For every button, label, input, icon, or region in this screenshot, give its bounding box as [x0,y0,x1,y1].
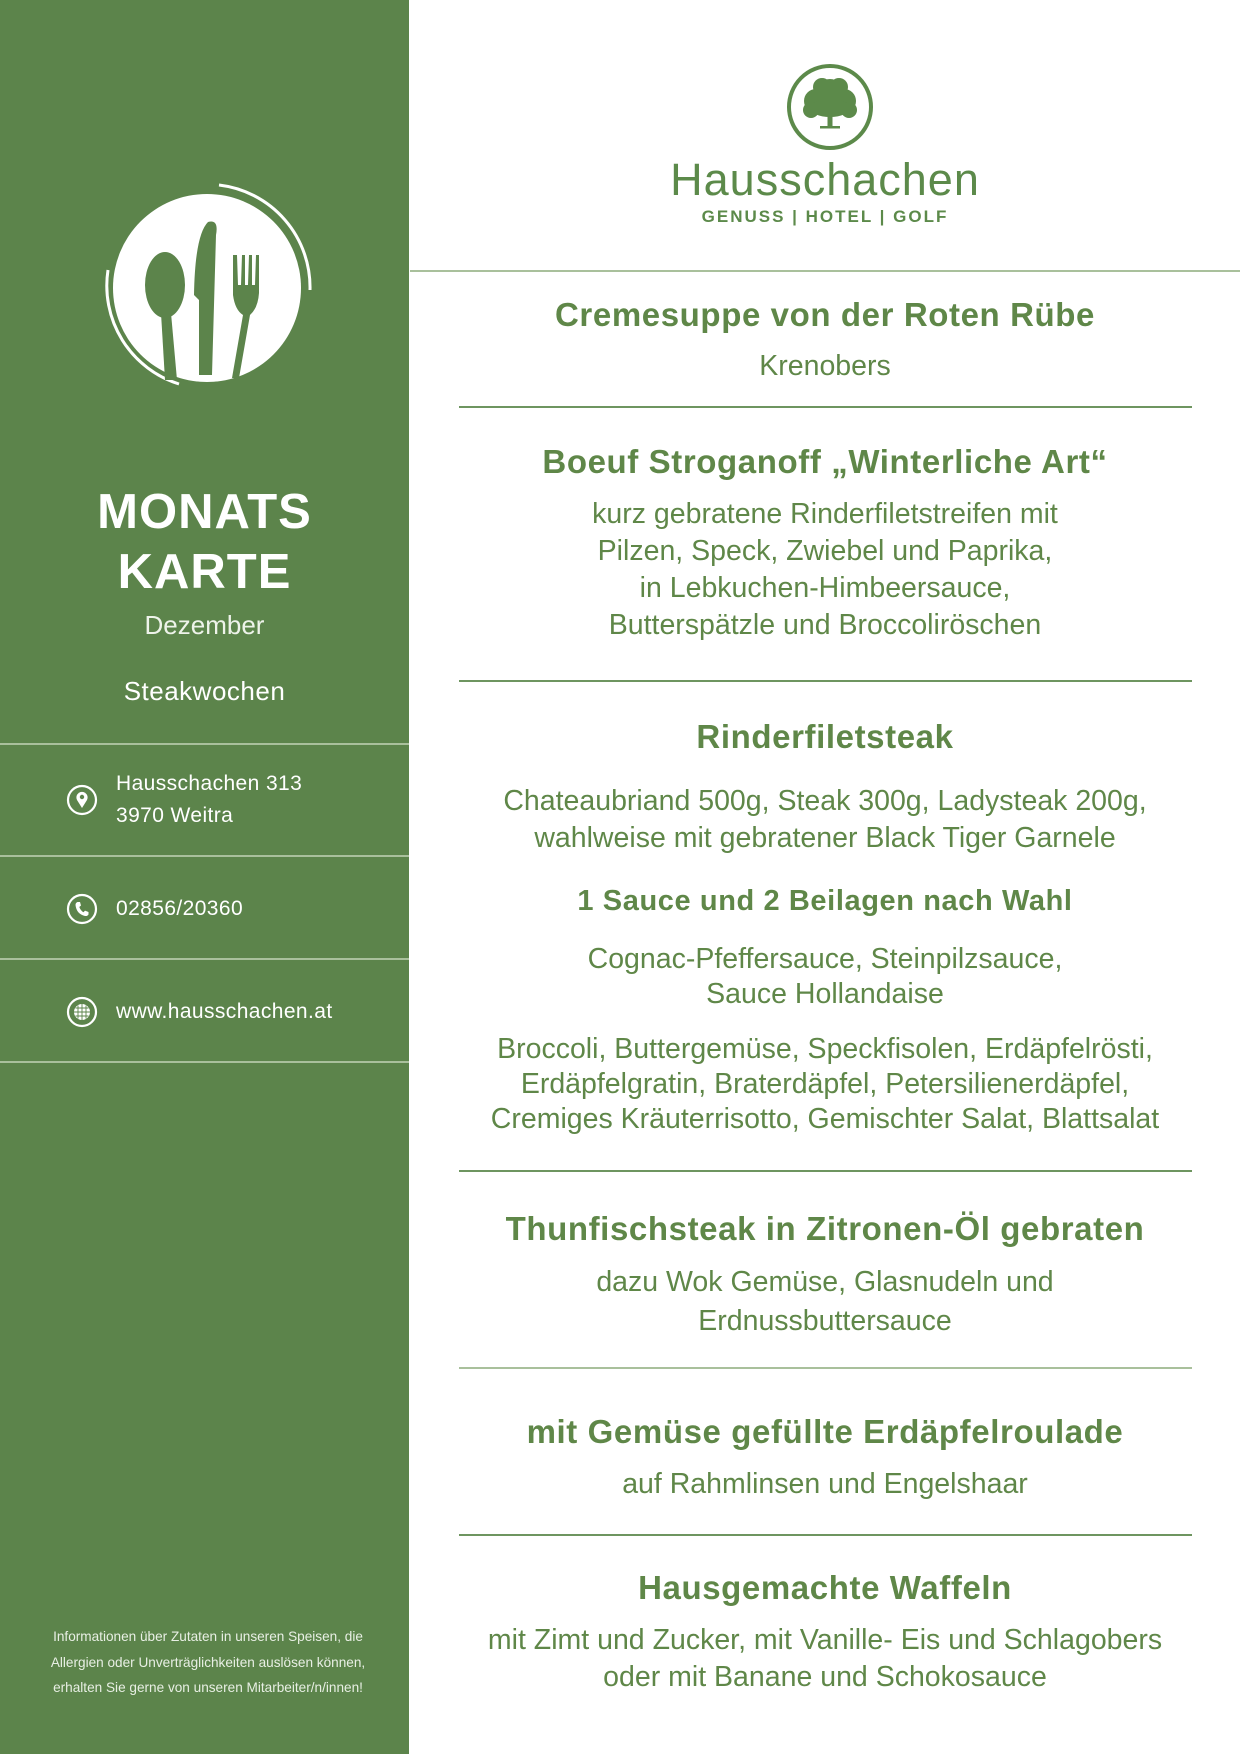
dish-description-line: kurz gebratene Rinderfiletstreifen mit [592,498,1058,530]
sidebar [0,0,409,1754]
menu-divider [459,406,1192,408]
dish-description-line: oder mit Banane und Schokosauce [603,1661,1047,1693]
sidebar-divider [0,855,409,857]
dish-title: Boeuf Stroganoff „Winterliche Art“ [542,443,1108,480]
side-line: Cremiges Kräuterrisotto, Gemischter Salat, Blattsalat [490,1103,1160,1135]
disclaimer-line: Informationen über Zutaten in unseren Speisen, die [53,1629,363,1644]
dish-description-line: wahlweise mit gebratener Black Tiger Garnele [534,822,1116,854]
dish-description-line: in Lebkuchen-Himbeersauce, [639,572,1011,604]
contact-website[interactable] [66,996,333,1028]
disclaimer-line: Allergien oder Unverträglichkeiten auslösen können, [50,1654,366,1670]
dish-description-line: dazu Wok Gemüse, Glasnudeln und [596,1266,1054,1298]
contact-phone[interactable] [66,893,243,925]
address-line2: 3970 Weitra [116,804,234,827]
brand-name: Hausschachen [670,154,980,205]
phone-icon [66,893,98,925]
menu-divider [459,1534,1192,1536]
sauce-line: Cognac-Pfeffersauce, Steinpilzsauce, [587,943,1063,975]
dish-title: mit Gemüse gefüllte Erdäpfelroulade [526,1413,1124,1450]
allergen-disclaimer [36,1624,380,1701]
side-options [410,1032,1240,1137]
dish-title: Rinderfiletsteak [696,718,954,755]
phone-number[interactable]: 02856/20360 [116,897,244,920]
dish-title: Thunfischsteak in Zitronen-Öl gebraten [505,1210,1145,1247]
menu-divider [459,1170,1192,1172]
globe-icon [66,996,98,1028]
dish-description-line: Pilzen, Speck, Zwiebel und Paprika, [597,535,1053,567]
dish-description-line: mit Zimt und Zucker, mit Vanille- Eis und Schlagobers [487,1624,1163,1656]
dish-description [410,1622,1240,1696]
dish-description [410,496,1240,644]
sauce-line: Sauce Hollandaise [706,978,944,1010]
header-divider [410,270,1240,272]
dish-title: Cremesuppe von der Roten Rübe [555,296,1095,333]
plate-cutlery-icon [95,175,320,400]
dish-description-line: auf Rahmlinsen und Engelshaar [622,1468,1028,1500]
website-link[interactable]: www.hausschachen.at [116,1000,333,1023]
menu-divider [459,680,1192,682]
address-line1: Hausschachen 313 [116,772,303,795]
menu-title-line2: KARTE [117,545,292,599]
side-line: Broccoli, Buttergemüse, Speckfisolen, Erdäpfelrösti, [497,1033,1153,1065]
dish-description-line: Erdnussbuttersauce [698,1305,952,1337]
menu-theme: Steakwochen [123,676,286,706]
dish-description [410,1466,1240,1503]
sidebar-divider [0,743,409,745]
location-pin-icon [66,784,98,816]
dish-description-line: Chateaubriand 500g, Steak 300g, Ladysteak 200g, [503,785,1147,817]
dish-subtitle: 1 Sauce und 2 Beilagen nach Wahl [577,885,1073,917]
sidebar-divider [0,958,409,960]
dish-description [410,1263,1240,1341]
side-line: Erdäpfelgratin, Braterdäpfel, Petersilienerdäpfel, [520,1068,1130,1100]
dish-description-line: Krenobers [759,350,891,382]
tree-logo-icon [786,63,874,151]
contact-address [66,768,302,832]
sauce-options [410,942,1240,1012]
menu-title-line1: MONATS [97,485,312,539]
menu-month: Dezember [144,610,265,640]
dish-description-line: Butterspätzle und Broccoliröschen [608,609,1042,641]
dish-description [410,348,1240,385]
brand-tagline: GENUSS | HOTEL | GOLF [701,207,949,226]
menu-divider [459,1367,1192,1369]
dish-title: Hausgemachte Waffeln [638,1569,1012,1606]
dish-description [410,783,1240,857]
disclaimer-line: erhalten Sie gerne von unseren Mitarbeiter/n/innen! [53,1680,363,1695]
sidebar-divider [0,1061,409,1063]
